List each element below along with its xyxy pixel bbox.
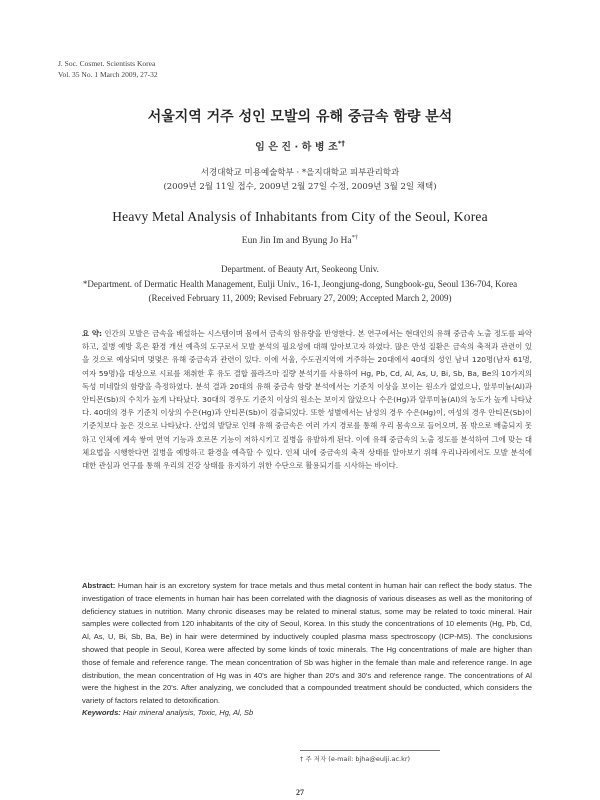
korean-affiliation-line: 서경대학교 미용예술학부 · *을지대학교 피부관리학과: [200, 168, 400, 178]
english-abstract: [82, 580, 532, 708]
english-affiliation-line2: *Department. of Dermatic Health Management, Eulji Univ., 16-1, Jeongjung-dong, Sungbook-gu, Seoul 136-704, Korea: [82, 278, 518, 289]
english-authors: [0, 233, 600, 246]
journal-name: J. Soc. Cosmet. Scientists Korea: [58, 59, 156, 68]
english-affiliation: [44, 262, 556, 306]
keywords: [82, 708, 532, 717]
korean-abstract: [82, 327, 532, 472]
korean-author-mark: *†: [337, 139, 345, 148]
korean-dates-line: (2009년 2월 11일 접수, 2009년 2월 27일 수정, 2009년 3월 2일 채택): [163, 182, 437, 192]
korean-abstract-text: 인간의 모발은 금속을 배설하는 시스템이며 몸에서 금속의 함유량을 반영한다. 본 연구에서는 현대인의 유해 중금속 노출 정도를 파악하고, 질병 예방 혹은 환경 개선 예측의 도구로서 모발 분석의 필요성에 대해 알아보고자 하였다. 많은 만성 질환은 금속의 축적과 관련이 있을 것으로 예상되며 몇몇은 유해 중금속과 관련이 있다. 이에 서울, 수도권지역에 거주하는 20대에서 40대의 성인 남녀 120명(남자 61명, 여자 59명)을 대상으로 시료를 채취한 후 유도 결합 플라즈마 질량 분석기를 사용하여 Hg, Pb, Cd, Al, As, U, Bi, Sb, Ba, Be의 10가지의 독성 미네랄의 함량을 측정하였다. 분석 결과 20대의 유해 중금속 함량 분석에서는 기준치 이상을 보이는 원소가 없었으나, 알루미늄(Al)과 안티몬(Sb)의 수치가 높게 나타났다. 30대의 경우도 기준치 이상의 원소는 보이지 않았으나 수은(Hg)과 알루미늄(Al)의 농도가 높게 나타났다. 40대의 경우 기준치 이상의 수은(Hg)과 안티몬(Sb)이 검출되었다. 또한 성별에서는 남성의 경우 수은(Hg)이, 여성의 경우 안티몬(Sb)이 기준치보다 높은 것으로 나타났다. 산업의 발달로 인해 유해 중금속은 여러 가지 경로를 통해 우리 몸속으로 들어오며, 몸 밖으로 배출되지 못하고 인체에 계속 쌓여 면역 기능과 호르몬 기능이 저하시키고 질병을 유발하게 된다. 이에 유해 중금속의 노출 정도를 분석하여 그에 맞는 대체요법을 시행한다면 질병을 예방하고 환경을 예측할 수 있다. 인체 내에 중금속의 축적 상태를 알아보기 위해 우리나라에서도 모발 분석에 대한 관심과 연구를 통해 우리의 건강 상태를 유지하기 위한 수단으로 활용되기를 시사하는 바이다.: [82, 329, 532, 471]
corresponding-author-footnote: † 주 저자 (e-mail: bjha@eulji.ac.kr): [300, 755, 411, 763]
korean-authors: [0, 138, 600, 153]
english-author-names: Eun Jin Im and Byung Jo Ha: [241, 236, 352, 246]
english-title: Heavy Metal Analysis of Inhabitants from City of the Seoul, Korea: [112, 209, 488, 224]
journal-header: [58, 58, 158, 80]
english-abstract-text: Human hair is an excretory system for trace metals and thus metal content in human hair can reflect the body status. The investigation of trace elements in human hair has been correlated with the diagnosis of various diseases as well as the monitoring of deficiency statues in nutrition. Many chronic diseases may be related to mineral status, some may be related to toxic mineral. Hair samples were collected from 120 inhabitants of the city of Seoul, Korea. In this study the concentrations of 10 elements (Hg, Pb, Cd, Al, As, U, Bi, Sb, Ba, Be) in hair were determined by inductively coupled plasma mass spectroscopy (ICP-MS). The conclusions showed that people in Seoul, Korea were affected by some kinds of toxic minerals. The Hg concentrations of male are higher than those of female and reference range. The mean concentration of Sb was higher in the female than male and reference range. In age distribution, the mean concentration of Hg was in 40's are higher than 20's and 30's and reference range. The concentrations of Al were the highest in the 20's. After analyzing, we concluded that a compounded treatment should be conducted, which considers the variety of factors related to detoxification.: [82, 581, 532, 706]
korean-author-names: 임 은 진 · 하 병 조: [255, 142, 338, 153]
journal-volume: Vol. 35 No. 1 March 2009, 27-32: [58, 70, 158, 79]
footnote-divider: [300, 750, 440, 751]
keywords-label: Keywords:: [82, 708, 121, 717]
korean-title: 서울지역 거주 성인 모발의 유해 중금속 함량 분석: [147, 109, 453, 125]
korean-affiliation: [0, 166, 600, 194]
korean-abstract-label: 요 약:: [82, 329, 102, 338]
page-number: 27: [296, 788, 304, 797]
english-affiliation-line1: Department. of Beauty Art, Seokeong Univ.: [221, 264, 379, 274]
english-dates-line: (Received February 11, 2009; Revised February 27, 2009; Accepted March 2, 2009): [148, 293, 452, 303]
keywords-text: Hair mineral analysis, Toxic, Hg, Al, Sb: [120, 708, 254, 717]
english-abstract-label: Abstract:: [82, 581, 116, 590]
english-author-mark: *†: [351, 233, 359, 241]
